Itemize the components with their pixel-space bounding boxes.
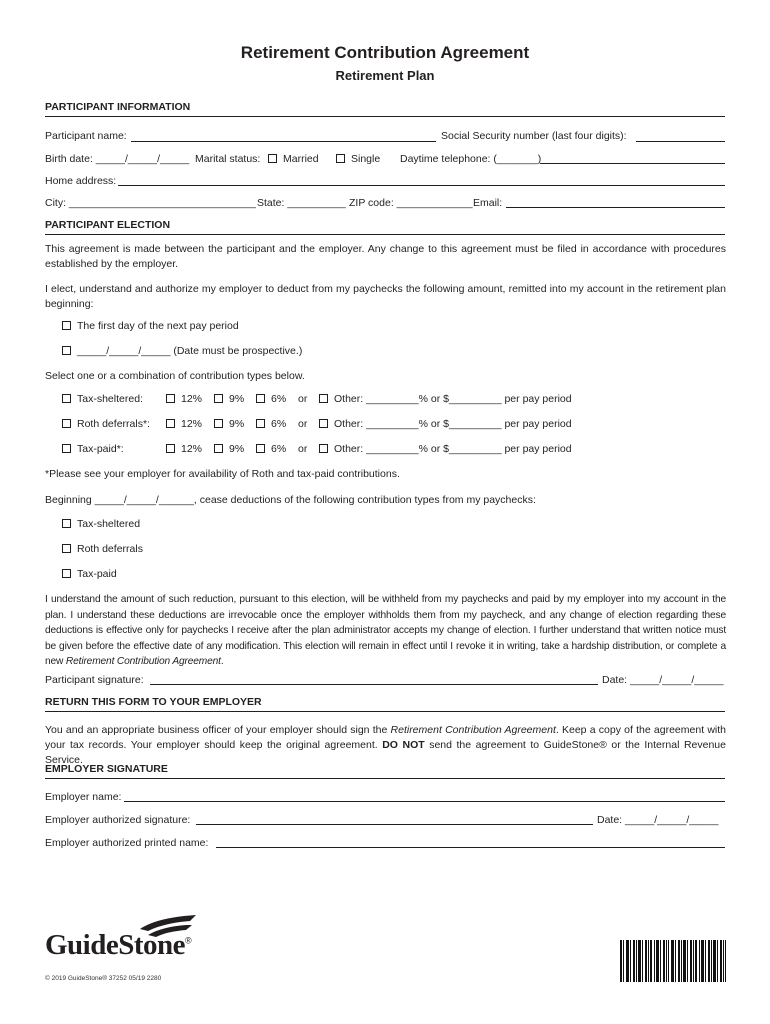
city-field[interactable]: City: ________________________________ bbox=[45, 197, 256, 209]
daytime-telephone-field[interactable] bbox=[540, 163, 725, 164]
return-instructions: You and an appropriate business officer of your employer should sign the Retirement Contribution Agreement. Keep a copy of the agreement with your tax records. Your employer should keep the original agreement. DO NOT send the agreement to GuideStone® or the Internal Revenue Service. bbox=[45, 724, 726, 766]
section-heading-return-form: RETURN THIS FORM TO YOUR EMPLOYER bbox=[45, 696, 725, 712]
cease-roth-deferrals-checkbox[interactable] bbox=[62, 544, 71, 553]
tax-sheltered-option[interactable]: Tax-sheltered: bbox=[62, 393, 143, 405]
cease-roth-deferrals-option[interactable]: Roth deferrals bbox=[62, 543, 143, 555]
pct-12-checkbox[interactable] bbox=[166, 444, 175, 453]
pct-12-checkbox[interactable] bbox=[166, 419, 175, 428]
pct-12-option[interactable]: 12% bbox=[166, 393, 202, 405]
or-label: or bbox=[298, 443, 308, 455]
email-label: Email: bbox=[473, 197, 503, 209]
employer-authorized-signature-label: Employer authorized signature: bbox=[45, 814, 191, 826]
first-day-checkbox[interactable] bbox=[62, 321, 71, 330]
marital-status-label: Marital status: bbox=[195, 153, 261, 165]
ssn-field[interactable] bbox=[636, 141, 725, 142]
ssn-label: Social Security number (last four digits): bbox=[441, 130, 627, 142]
specific-date-option[interactable]: _____/_____/_____ (Date must be prospective.) bbox=[62, 345, 302, 357]
pct-9-option[interactable]: 9% bbox=[214, 393, 244, 405]
participant-signature-date-field[interactable]: Date: _____/_____/_____ bbox=[602, 674, 724, 686]
participant-name-label: Participant name: bbox=[45, 130, 127, 142]
pct-6-option[interactable]: 6% bbox=[256, 393, 286, 405]
other-checkbox[interactable] bbox=[319, 444, 328, 453]
guidestone-logo: GuideStone® bbox=[45, 929, 192, 961]
pct-6-option[interactable]: 6% bbox=[256, 418, 286, 430]
section-heading-employer-signature: EMPLOYER SIGNATURE bbox=[45, 763, 725, 779]
pct-9-checkbox[interactable] bbox=[214, 444, 223, 453]
cease-deductions-text: Beginning _____/_____/______, cease deductions of the following contribution types from my paychecks: bbox=[45, 494, 536, 506]
other-amount-option[interactable]: Other: _________% or $_________ per pay period bbox=[319, 418, 572, 430]
state-field[interactable]: State: __________ bbox=[257, 197, 346, 209]
other-amount-option[interactable]: Other: _________% or $_________ per pay period bbox=[319, 393, 572, 405]
roth-deferrals-option[interactable]: Roth deferrals*: bbox=[62, 418, 150, 430]
single-option[interactable]: Single bbox=[336, 153, 380, 165]
other-checkbox[interactable] bbox=[319, 394, 328, 403]
authorization-paragraph: I elect, understand and authorize my employer to deduct from my paychecks the following amount, remitted into my account in the retirement plan beginning: bbox=[45, 283, 726, 310]
agreement-paragraph: This agreement is made between the participant and the employer. Any change to this agreement must be filed in accordance with procedures established by the employer. bbox=[45, 243, 726, 270]
roth-deferrals-checkbox[interactable] bbox=[62, 419, 71, 428]
employer-authorized-signature-field[interactable] bbox=[196, 824, 593, 825]
cease-tax-sheltered-option[interactable]: Tax-sheltered bbox=[62, 518, 140, 530]
tax-paid-checkbox[interactable] bbox=[62, 444, 71, 453]
first-day-option[interactable]: The first day of the next pay period bbox=[62, 320, 239, 332]
cease-tax-paid-checkbox[interactable] bbox=[62, 569, 71, 578]
pct-12-option[interactable]: 12% bbox=[166, 443, 202, 455]
birth-date-field[interactable]: Birth date: _____/_____/_____ bbox=[45, 153, 190, 165]
pct-9-checkbox[interactable] bbox=[214, 419, 223, 428]
tax-sheltered-checkbox[interactable] bbox=[62, 394, 71, 403]
specific-date-checkbox[interactable] bbox=[62, 346, 71, 355]
or-label: or bbox=[298, 418, 308, 430]
form-subtitle: Retirement Plan bbox=[335, 68, 435, 83]
employer-printed-name-field[interactable] bbox=[216, 847, 725, 848]
pct-6-option[interactable]: 6% bbox=[256, 443, 286, 455]
understanding-paragraph: I understand the amount of such reduction, pursuant to this election, will be withheld from my paychecks and paid by my employer into my account in the plan. I understand these deductions are irrevocable once the employer withholds them from my paycheck, and any change of election regarding these deductions is effective only for paychecks I receive after the plan administrator accepts my change of election. I further understand that written notice must be given before the effective date of any modification. This election will remain in effect until I revoke it in writing, take a hardship distribution, or complete a new Retirement Contribution Agreement. bbox=[45, 594, 726, 667]
tax-paid-option[interactable]: Tax-paid*: bbox=[62, 443, 124, 455]
other-amount-option[interactable]: Other: _________% or $_________ per pay period bbox=[319, 443, 572, 455]
zip-code-field[interactable]: ZIP code: _____________ bbox=[349, 197, 473, 209]
cease-tax-sheltered-checkbox[interactable] bbox=[62, 519, 71, 528]
section-heading-participant-election: PARTICIPANT ELECTION bbox=[45, 219, 725, 235]
form-title: Retirement Contribution Agreement bbox=[240, 43, 530, 62]
contribution-types-instruction: Select one or a combination of contribution types below. bbox=[45, 370, 305, 382]
section-heading-participant-information: PARTICIPANT INFORMATION bbox=[45, 101, 725, 117]
home-address-label: Home address: bbox=[45, 175, 117, 187]
email-field[interactable] bbox=[506, 207, 725, 208]
daytime-telephone-label: Daytime telephone: (_______) bbox=[400, 153, 542, 165]
pct-12-checkbox[interactable] bbox=[166, 394, 175, 403]
cease-tax-paid-option[interactable]: Tax-paid bbox=[62, 568, 117, 580]
married-option[interactable]: Married bbox=[268, 153, 319, 165]
home-address-field[interactable] bbox=[118, 185, 725, 186]
footer-copyright: © 2019 GuideStone® 37252 05/19 2280 bbox=[45, 975, 162, 982]
pct-6-checkbox[interactable] bbox=[256, 444, 265, 453]
married-checkbox[interactable] bbox=[268, 154, 277, 163]
employer-name-field[interactable] bbox=[124, 801, 725, 802]
barcode-icon bbox=[620, 940, 726, 982]
single-checkbox[interactable] bbox=[336, 154, 345, 163]
pct-12-option[interactable]: 12% bbox=[166, 418, 202, 430]
pct-9-option[interactable]: 9% bbox=[214, 418, 244, 430]
participant-signature-field[interactable] bbox=[150, 684, 598, 685]
participant-name-field[interactable] bbox=[131, 141, 436, 142]
employer-name-label: Employer name: bbox=[45, 791, 122, 803]
pct-6-checkbox[interactable] bbox=[256, 419, 265, 428]
availability-note: *Please see your employer for availability of Roth and tax-paid contributions. bbox=[45, 468, 400, 480]
pct-9-checkbox[interactable] bbox=[214, 394, 223, 403]
or-label: or bbox=[298, 393, 308, 405]
participant-signature-label: Participant signature: bbox=[45, 674, 144, 686]
employer-printed-name-label: Employer authorized printed name: bbox=[45, 837, 209, 849]
employer-signature-date-field[interactable]: Date: _____/_____/_____ bbox=[597, 814, 719, 826]
pct-9-option[interactable]: 9% bbox=[214, 443, 244, 455]
other-checkbox[interactable] bbox=[319, 419, 328, 428]
pct-6-checkbox[interactable] bbox=[256, 394, 265, 403]
